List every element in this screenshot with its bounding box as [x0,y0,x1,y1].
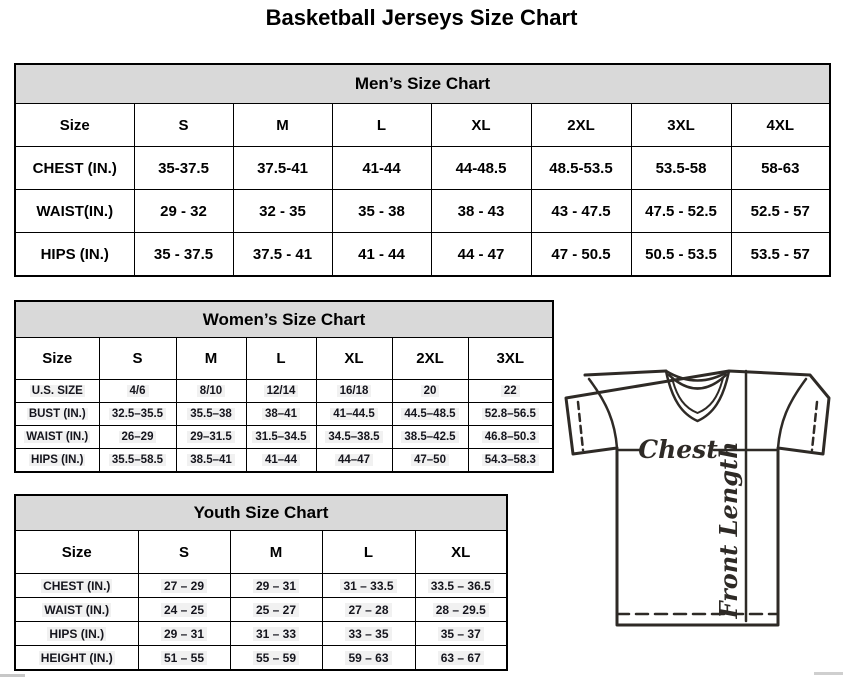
mens-row-label: WAIST(IN.) [15,190,134,233]
womens-col-header: Size [15,338,99,380]
youth-col-header: L [322,531,415,574]
womens-row-label: U.S. SIZE [15,380,99,403]
womens-cell: 35.5–58.5 [99,449,176,473]
womens-cell: 54.3–58.3 [468,449,553,473]
womens-cell: 34.5–38.5 [316,426,392,449]
jersey-armhole-seam-right [778,379,806,448]
womens-cell: 8/10 [176,380,246,403]
mens-cell: 47.5 - 52.5 [631,190,731,233]
mens-cell: 43 - 47.5 [531,190,631,233]
table-row [15,449,553,473]
youth-cell: 35 – 37 [415,622,507,646]
sleeve-cuff-dashed-right [812,402,817,450]
mens-col-header: Size [15,104,134,147]
mens-col-header: 3XL [631,104,731,147]
youth-cell: 55 – 59 [230,646,322,671]
mens-cell: 52.5 - 57 [731,190,830,233]
womens-size-table [14,300,554,473]
horizontal-scrollbar-fragment-right[interactable] [814,672,843,675]
mens-col-header: L [332,104,431,147]
youth-row-label: CHEST (IN.) [15,574,138,598]
womens-col-header: M [176,338,246,380]
mens-cell: 37.5 - 41 [233,233,332,277]
youth-cell: 31 – 33 [230,622,322,646]
womens-row-label: HIPS (IN.) [15,449,99,473]
womens-cell: 26–29 [99,426,176,449]
page-title: Basketball Jerseys Size Chart [265,5,578,30]
youth-col-header: M [230,531,322,574]
youth-row-label: HEIGHT (IN.) [15,646,138,671]
table-row [15,622,507,646]
mens-cell: 29 - 32 [134,190,233,233]
jersey-outline [566,371,829,625]
mens-size-table [14,63,831,277]
womens-row-label: WAIST (IN.) [15,426,99,449]
mens-col-header: XL [431,104,531,147]
chest-label: Chest [638,435,718,464]
womens-cell: 46.8–50.3 [468,426,553,449]
youth-size-table [14,494,508,671]
mens-col-header: 4XL [731,104,830,147]
womens-cell: 20 [392,380,468,403]
womens-col-header: 2XL [392,338,468,380]
womens-header-row [15,338,553,380]
womens-col-header: S [99,338,176,380]
youth-cell: 24 – 25 [138,598,230,622]
table-row [15,426,553,449]
womens-cell: 52.8–56.5 [468,403,553,426]
table-row [15,646,507,671]
mens-col-header: M [233,104,332,147]
womens-table-title: Women’s Size Chart [15,301,553,338]
mens-cell: 37.5-41 [233,147,332,190]
youth-cell: 63 – 67 [415,646,507,671]
mens-row-label: CHEST (IN.) [15,147,134,190]
youth-cell: 51 – 55 [138,646,230,671]
womens-row-label: BUST (IN.) [15,403,99,426]
youth-cell: 59 – 63 [322,646,415,671]
youth-col-header: Size [15,531,138,574]
youth-cell: 29 – 31 [230,574,322,598]
mens-cell: 35 - 37.5 [134,233,233,277]
youth-cell: 33.5 – 36.5 [415,574,507,598]
sleeve-cuff-dashed-left [578,402,583,450]
table-row [15,233,830,277]
mens-cell: 41 - 44 [332,233,431,277]
womens-cell: 38–41 [246,403,316,426]
womens-cell: 31.5–34.5 [246,426,316,449]
youth-cell: 28 – 29.5 [415,598,507,622]
womens-col-header: XL [316,338,392,380]
womens-cell: 16/18 [316,380,392,403]
womens-cell: 32.5–35.5 [99,403,176,426]
youth-cell: 29 – 31 [138,622,230,646]
jersey-measurement-diagram [556,358,840,630]
womens-cell: 4/6 [99,380,176,403]
mens-col-header: 2XL [531,104,631,147]
womens-cell: 12/14 [246,380,316,403]
mens-cell: 38 - 43 [431,190,531,233]
mens-cell: 53.5 - 57 [731,233,830,277]
table-row [15,147,830,190]
womens-cell: 47–50 [392,449,468,473]
mens-cell: 44-48.5 [431,147,531,190]
womens-cell: 44.5–48.5 [392,403,468,426]
womens-col-header: L [246,338,316,380]
womens-cell: 35.5–38 [176,403,246,426]
womens-col-header: 3XL [468,338,553,380]
womens-cell: 22 [468,380,553,403]
table-row [15,190,830,233]
mens-cell: 44 - 47 [431,233,531,277]
mens-cell: 32 - 35 [233,190,332,233]
youth-col-header: XL [415,531,507,574]
mens-cell: 53.5-58 [631,147,731,190]
youth-table-title: Youth Size Chart [15,495,507,531]
mens-cell: 35 - 38 [332,190,431,233]
mens-header-row [15,104,830,147]
table-row [15,380,553,403]
front-length-label: Front Length [714,441,743,619]
mens-table-title: Men’s Size Chart [15,64,830,104]
table-row [15,598,507,622]
horizontal-scrollbar-fragment-left[interactable] [0,674,25,677]
youth-col-header: S [138,531,230,574]
womens-cell: 29–31.5 [176,426,246,449]
mens-cell: 58-63 [731,147,830,190]
youth-cell: 31 – 33.5 [322,574,415,598]
womens-cell: 41–44.5 [316,403,392,426]
youth-cell: 25 – 27 [230,598,322,622]
table-row [15,403,553,426]
mens-cell: 50.5 - 53.5 [631,233,731,277]
womens-cell: 44–47 [316,449,392,473]
youth-row-label: HIPS (IN.) [15,622,138,646]
mens-cell: 41-44 [332,147,431,190]
youth-row-label: WAIST (IN.) [15,598,138,622]
mens-cell: 35-37.5 [134,147,233,190]
womens-cell: 41–44 [246,449,316,473]
mens-col-header: S [134,104,233,147]
womens-cell: 38.5–41 [176,449,246,473]
table-row [15,574,507,598]
mens-cell: 47 - 50.5 [531,233,631,277]
youth-header-row [15,531,507,574]
youth-cell: 27 – 29 [138,574,230,598]
youth-cell: 27 – 28 [322,598,415,622]
mens-cell: 48.5-53.5 [531,147,631,190]
womens-cell: 38.5–42.5 [392,426,468,449]
mens-row-label: HIPS (IN.) [15,233,134,277]
youth-cell: 33 – 35 [322,622,415,646]
